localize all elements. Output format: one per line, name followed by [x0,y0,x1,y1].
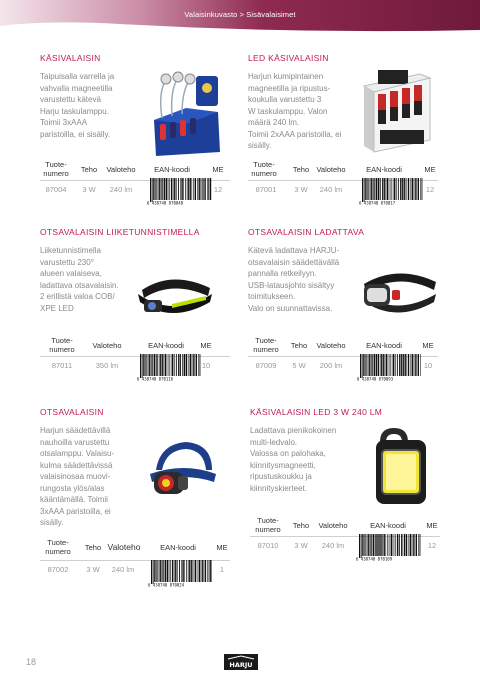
svg-text:HARJU: HARJU [229,661,253,669]
product-no: 87004 [45,185,67,194]
barcode-bars [356,534,422,561]
header-lumen: Valoteho [107,542,141,552]
barcode-bars [357,354,423,381]
header-me: ME [424,165,436,174]
flashlight-display-image [148,68,224,160]
product-description: Kätevä ladattava HARJU- otsavalaisin säädettävällä pannalla retkeilyyn. USB-latausjohto sisältyy toimitukseen. Valo on suunnattavissa. [248,246,340,313]
product-title: LED KÄSIVALAISIN [248,53,329,63]
me: 12 [427,541,437,550]
header-me: ME [426,521,438,530]
header-power: Teho [292,165,310,174]
product-no: 87009 [255,361,277,370]
header-product-no: Tuote- numero [255,516,281,534]
led-flashlight-display-image [360,66,434,158]
headlamp-image [146,440,220,504]
product-title: OTSAVALAISIN LIIKETUNNISTIMELLA [40,227,200,237]
breadcrumb[interactable]: Valaisinkuvasto > Sisävalaisimet [184,10,296,19]
header-product-no: Tuote- numero [43,160,69,178]
product-no: 87001 [255,185,277,194]
harju-logo [224,654,258,670]
header-me: ME [422,341,434,350]
header-power: Teho [290,341,308,350]
barcode-bars [359,178,425,205]
header-me: ME [212,165,224,174]
header-lumen: Valoteho [318,521,348,530]
barcode-digits: 6 438740 870024 [148,582,185,587]
me: 12 [425,185,435,194]
barcode-digits: 6 438740 870116 [137,376,174,381]
barcode-bars [147,178,213,205]
lumen: 240 lm [319,185,343,194]
me: 10 [201,361,211,370]
header-me: ME [216,543,228,552]
header-product-no: Tuote- numero [253,336,279,354]
lumen: 200 lm [319,361,343,370]
barcode [359,178,425,210]
power: 3 W [294,541,308,550]
power: 3 W [294,185,308,194]
lumen: 240 lm [321,541,345,550]
header-ean: EAN-koodi [366,165,402,174]
header-power: Teho [292,521,310,530]
header-ean: EAN-koodi [148,341,184,350]
product-no: 87002 [47,565,69,574]
header-product-no: Tuote- numero [251,160,277,178]
header-product-no: Tuote- numero [45,538,71,556]
product-description: Ladattava pienikokoinen multi-ledvalo. Valossa on palohaka, kiinnitysmagneetti, ripustuskoukku ja kiinnityskierteet. [250,426,337,493]
barcode-bars [148,560,214,587]
header-product-no: Tuote- numero [49,336,75,354]
header-power: Teho [84,543,102,552]
header-ean: EAN-koodi [366,341,402,350]
header-me: ME [200,341,212,350]
barcode-digits: 6 438740 870093 [357,376,394,381]
product-title: OTSAVALAISIN [40,407,104,417]
header-lumen: Valoteho [316,165,346,174]
me: 10 [423,361,433,370]
product-title: KÄSIVALAISIN LED 3 W 240 LM [250,407,383,417]
barcode [148,560,214,592]
product-description: Harjun kumipintainen magneetilla ja ripustus- koukulla varustettu 3 W taskulamppu. Valon määrä 240 lm. Toimii 2xAAA paristoilla, ei sisälly. [248,72,342,150]
power: 5 W [292,361,306,370]
barcode-digits: 6 438740 870109 [356,556,393,561]
barcode-bars [137,354,203,381]
header-lumen: Valoteho [92,341,122,350]
motion-sensor-headlamp-image [132,270,216,320]
header-ean: EAN-koodi [154,165,190,174]
product-description: Harjun säädettävillä nauhoilla varustettu otsalamppu. Valaisu- kulma säädettävissä valaisinosaa muovi- rungosta ylös/alas kääntämällä. Toimii 3xAAA paristoilla, ei sisälly. [40,426,115,527]
barcode [357,354,423,386]
page-number: 18 [26,657,37,667]
barcode-digits: 6 438740 870017 [359,200,396,205]
cob-worklight-image [372,426,430,508]
lumen: 240 lm [111,565,135,574]
header-lumen: Valoteho [106,165,136,174]
header-lumen: Valoteho [316,341,346,350]
header-ean: EAN-koodi [370,521,406,530]
barcode [137,354,203,386]
power: 3 W [86,565,100,574]
rechargeable-headlamp-image [356,266,440,316]
product-title: OTSAVALAISIN LADATTAVA [248,227,365,237]
barcode-digits: 6 438740 870048 [147,200,184,205]
power: 3 W [82,185,96,194]
header-power: Teho [80,165,98,174]
product-no: 87010 [257,541,279,550]
product-no: 87011 [51,361,73,370]
me: 1 [219,565,225,574]
lumen: 350 lm [95,361,119,370]
product-description: Taipuisalla varrella ja vahvalla magneetilla varustettu kätevä Harju taskulamppu. Toimii 3xAAA paristoilla, ei sisälly. [40,72,115,139]
barcode [356,534,422,566]
product-description: Liiketunnistimella varustettu 230° alueen valaiseva, ladattava otsavalaisin. 2 erillistä valoa COB/ XPE LED [40,246,119,313]
product-title: KÄSIVALAISIN [40,53,101,63]
header-ean: EAN-koodi [160,543,196,552]
barcode [147,178,213,210]
me: 12 [213,185,223,194]
lumen: 240 lm [109,185,133,194]
